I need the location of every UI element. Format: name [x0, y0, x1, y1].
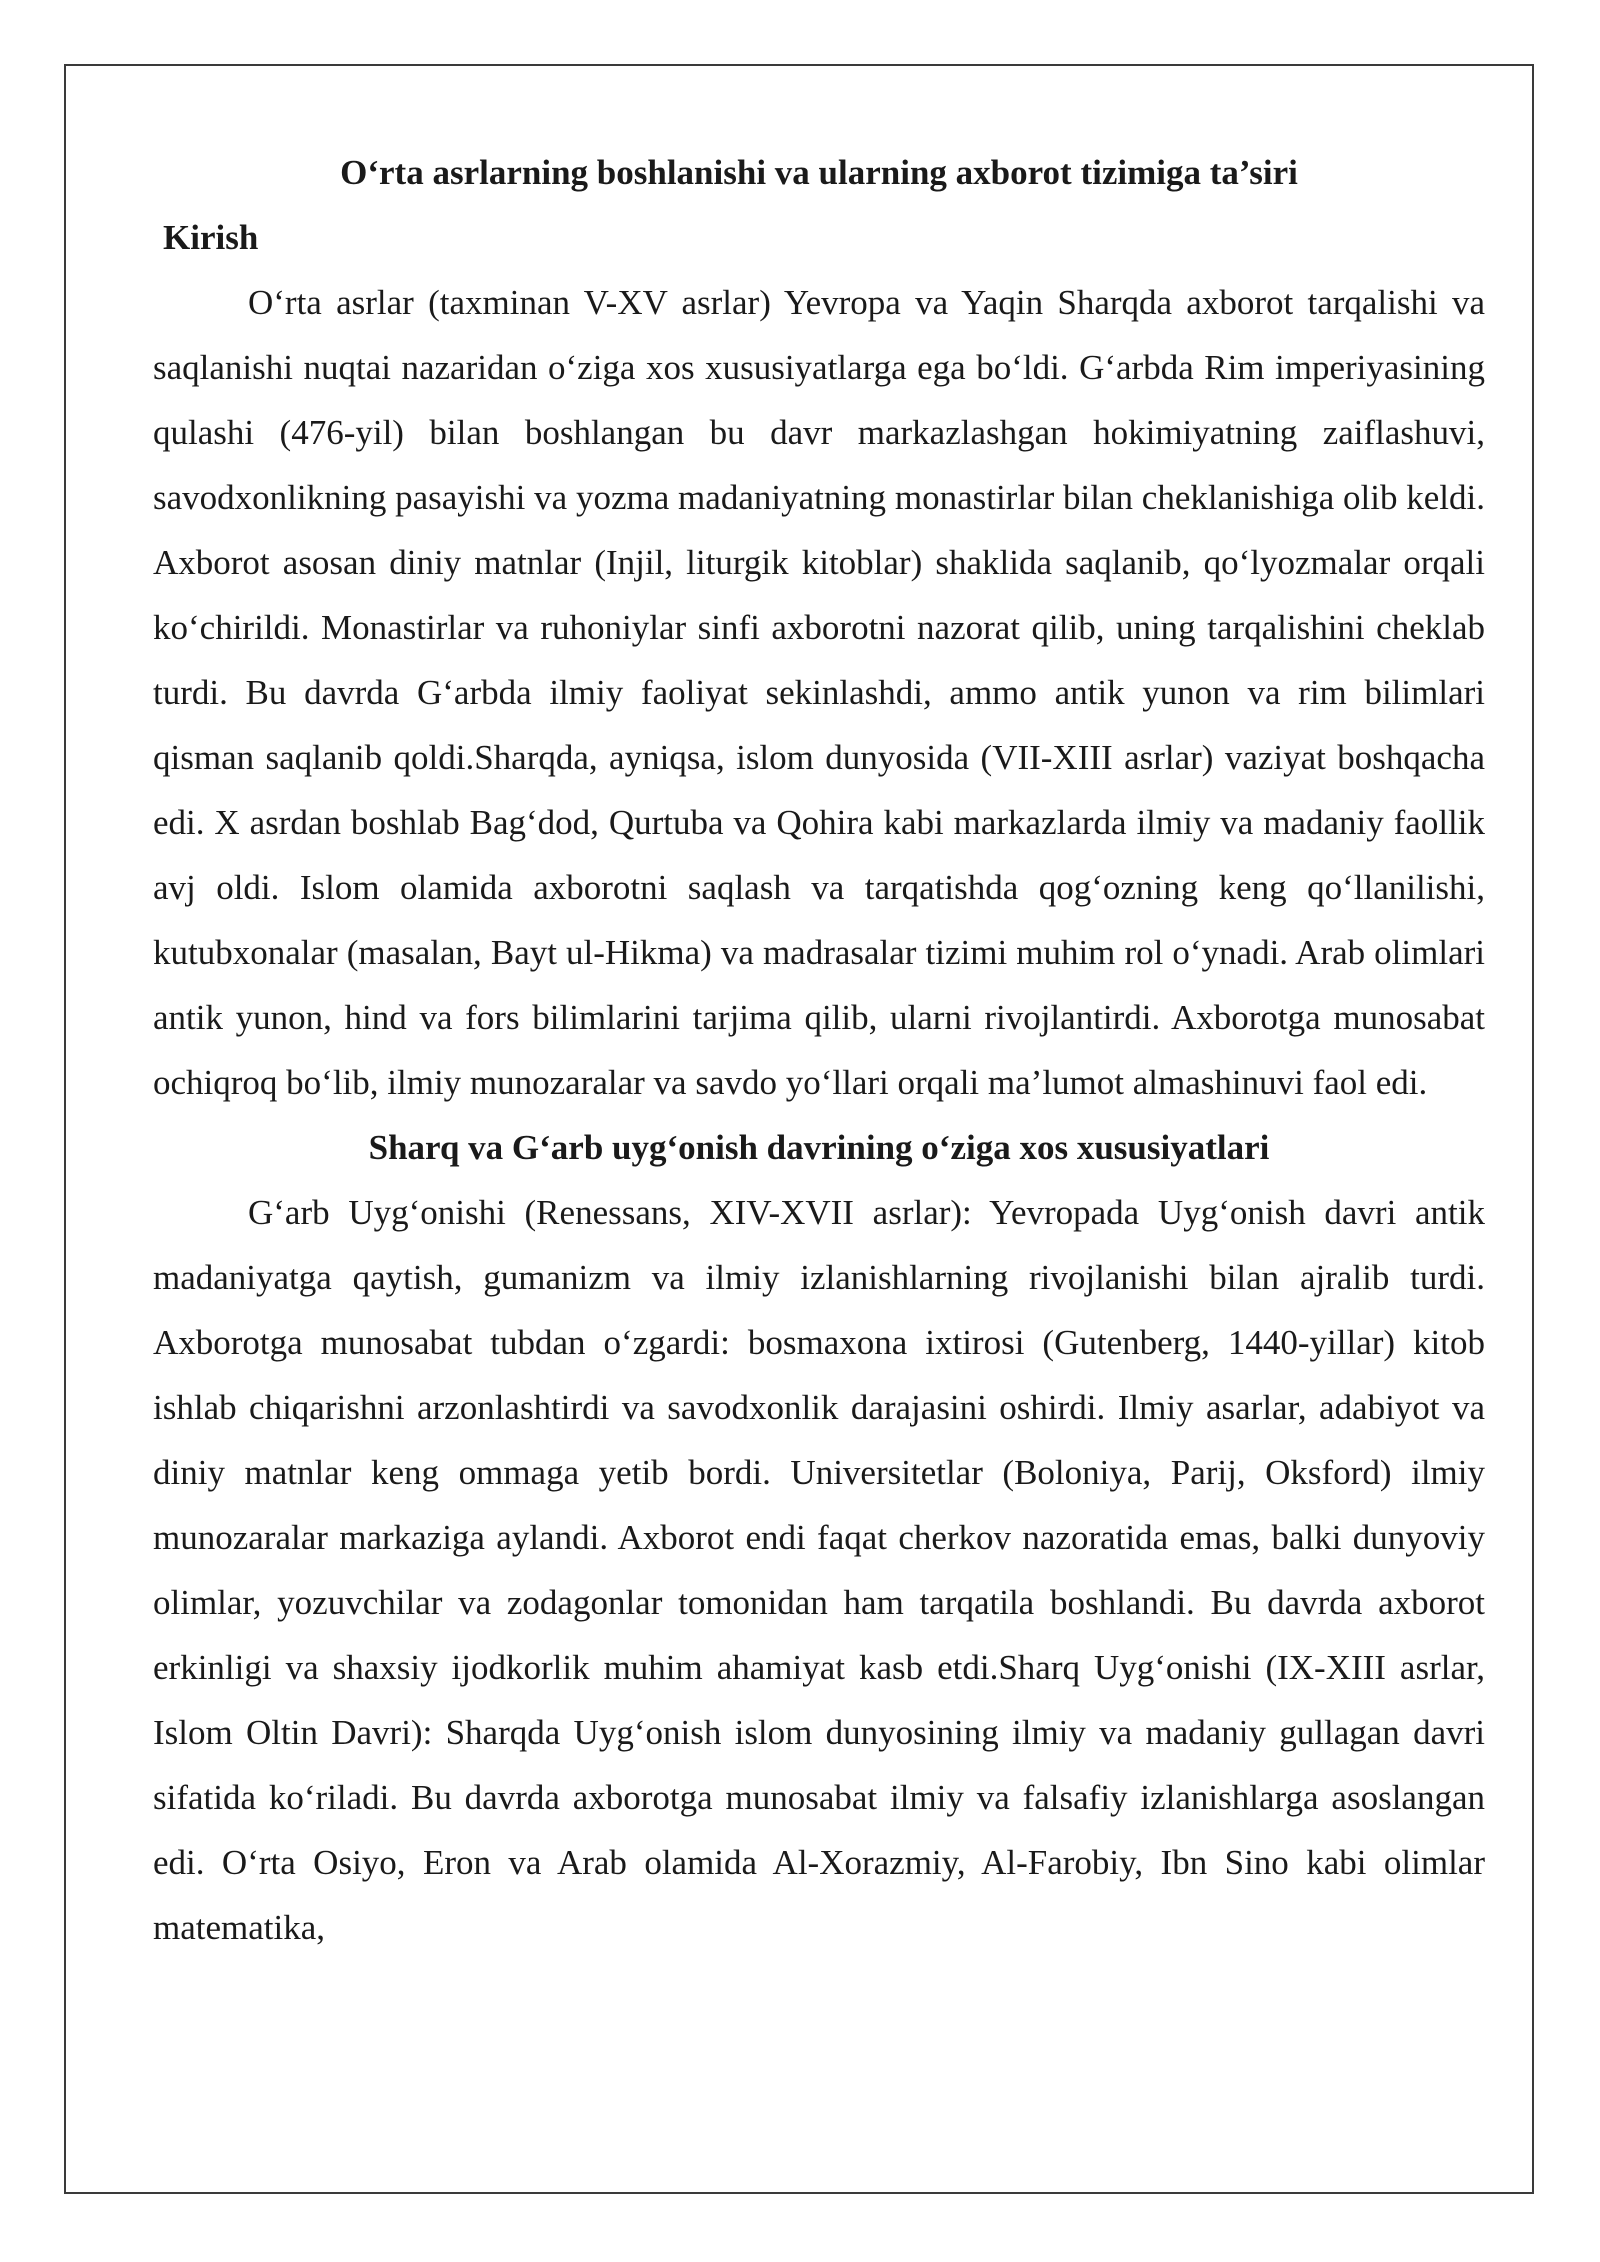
intro-paragraph: O‘rta asrlar (taxminan V-XV asrlar) Yevropa va Yaqin Sharqda axborot tarqalishi va saqlanishi nuqtai nazaridan o‘ziga xos xususiyatlarga ega bo‘ldi. G‘arbda Rim imperiyasining qulashi (476-yil) bilan boshlangan bu davr markazlashgan hokimiyatning zaiflashuvi, savodxonlikning pasayishi va yozma madaniyatning monastirlar bilan cheklanishiga olib keldi. Axborot asosan diniy matnlar (Injil, liturgik kitoblar) shaklida saqlanib, qo‘lyozmalar orqali ko‘chirildi. Monastirlar va ruhoniylar sinfi axborotni nazorat qilib, uning tarqalishini cheklab turdi. Bu davrda G‘arbda ilmiy faoliyat sekinlashdi, ammo antik yunon va rim bilimlari qisman saqlanib qoldi.Sharqda, ayniqsa, islom dunyosida (VII-XIII asrlar) vaziyat boshqacha edi. X asrdan boshlab Bag‘dod, Qurtuba va Qohira kabi markazlarda ilmiy va madaniy faollik avj oldi. Islom olamida axborotni saqlash va tarqatishda qog‘ozning keng qo‘llanilishi, kutubxonalar (masalan, Bayt ul-Hikma) va madrasalar tizimi muhim rol o‘ynadi. Arab olimlari antik yunon, hind va fors bilimlarini tarjima qilib, ularni rivojlantirdi. Axborotga munosabat ochiqroq bo‘lib, ilmiy munozaralar va savdo yo‘llari orqali ma’lumot almashinuvi faol edi. — [153, 283, 1485, 1102]
document-title: O‘rta asrlarning boshlanishi va ularning axborot tizimiga ta’siri — [340, 153, 1298, 192]
document-body — [153, 140, 1485, 1960]
section-paragraph: G‘arb Uyg‘onishi (Renessans, XIV-XVII asrlar): Yevropada Uyg‘onish davri antik madaniyatga qaytish, gumanizm va ilmiy izlanishlarning rivojlanishi bilan ajralib turdi. Axborotga munosabat tubdan o‘zgardi: bosmaxona ixtirosi (Gutenberg, 1440-yillar) kitob ishlab chiqarishni arzonlashtirdi va savodxonlik darajasini oshirdi. Ilmiy asarlar, adabiyot va diniy matnlar keng ommaga yetib bordi. Universitetlar (Boloniya, Parij, Oksford) ilmiy munozaralar markaziga aylandi. Axborot endi faqat cherkov nazoratida emas, balki dunyoviy olimlar, yozuvchilar va zodagonlar tomonidan ham tarqatila boshlandi. Bu davrda axborot erkinligi va shaxsiy ijodkorlik muhim ahamiyat kasb etdi.Sharq Uyg‘onishi (IX-XIII asrlar, Islom Oltin Davri): Sharqda Uyg‘onish islom dunyosining ilmiy va madaniy gullagan davri sifatida ko‘riladi. Bu davrda axborotga munosabat ilmiy va falsafiy izlanishlarga asoslangan edi. O‘rta Osiyo, Eron va Arab olamida Al-Xorazmiy, Al-Farobiy, Ibn Sino kabi olimlar matematika, — [153, 1193, 1485, 1947]
intro-heading: Kirish — [163, 218, 259, 257]
section-heading: Sharq va G‘arb uyg‘onish davrining o‘ziga xos xususiyatlari — [368, 1128, 1270, 1167]
